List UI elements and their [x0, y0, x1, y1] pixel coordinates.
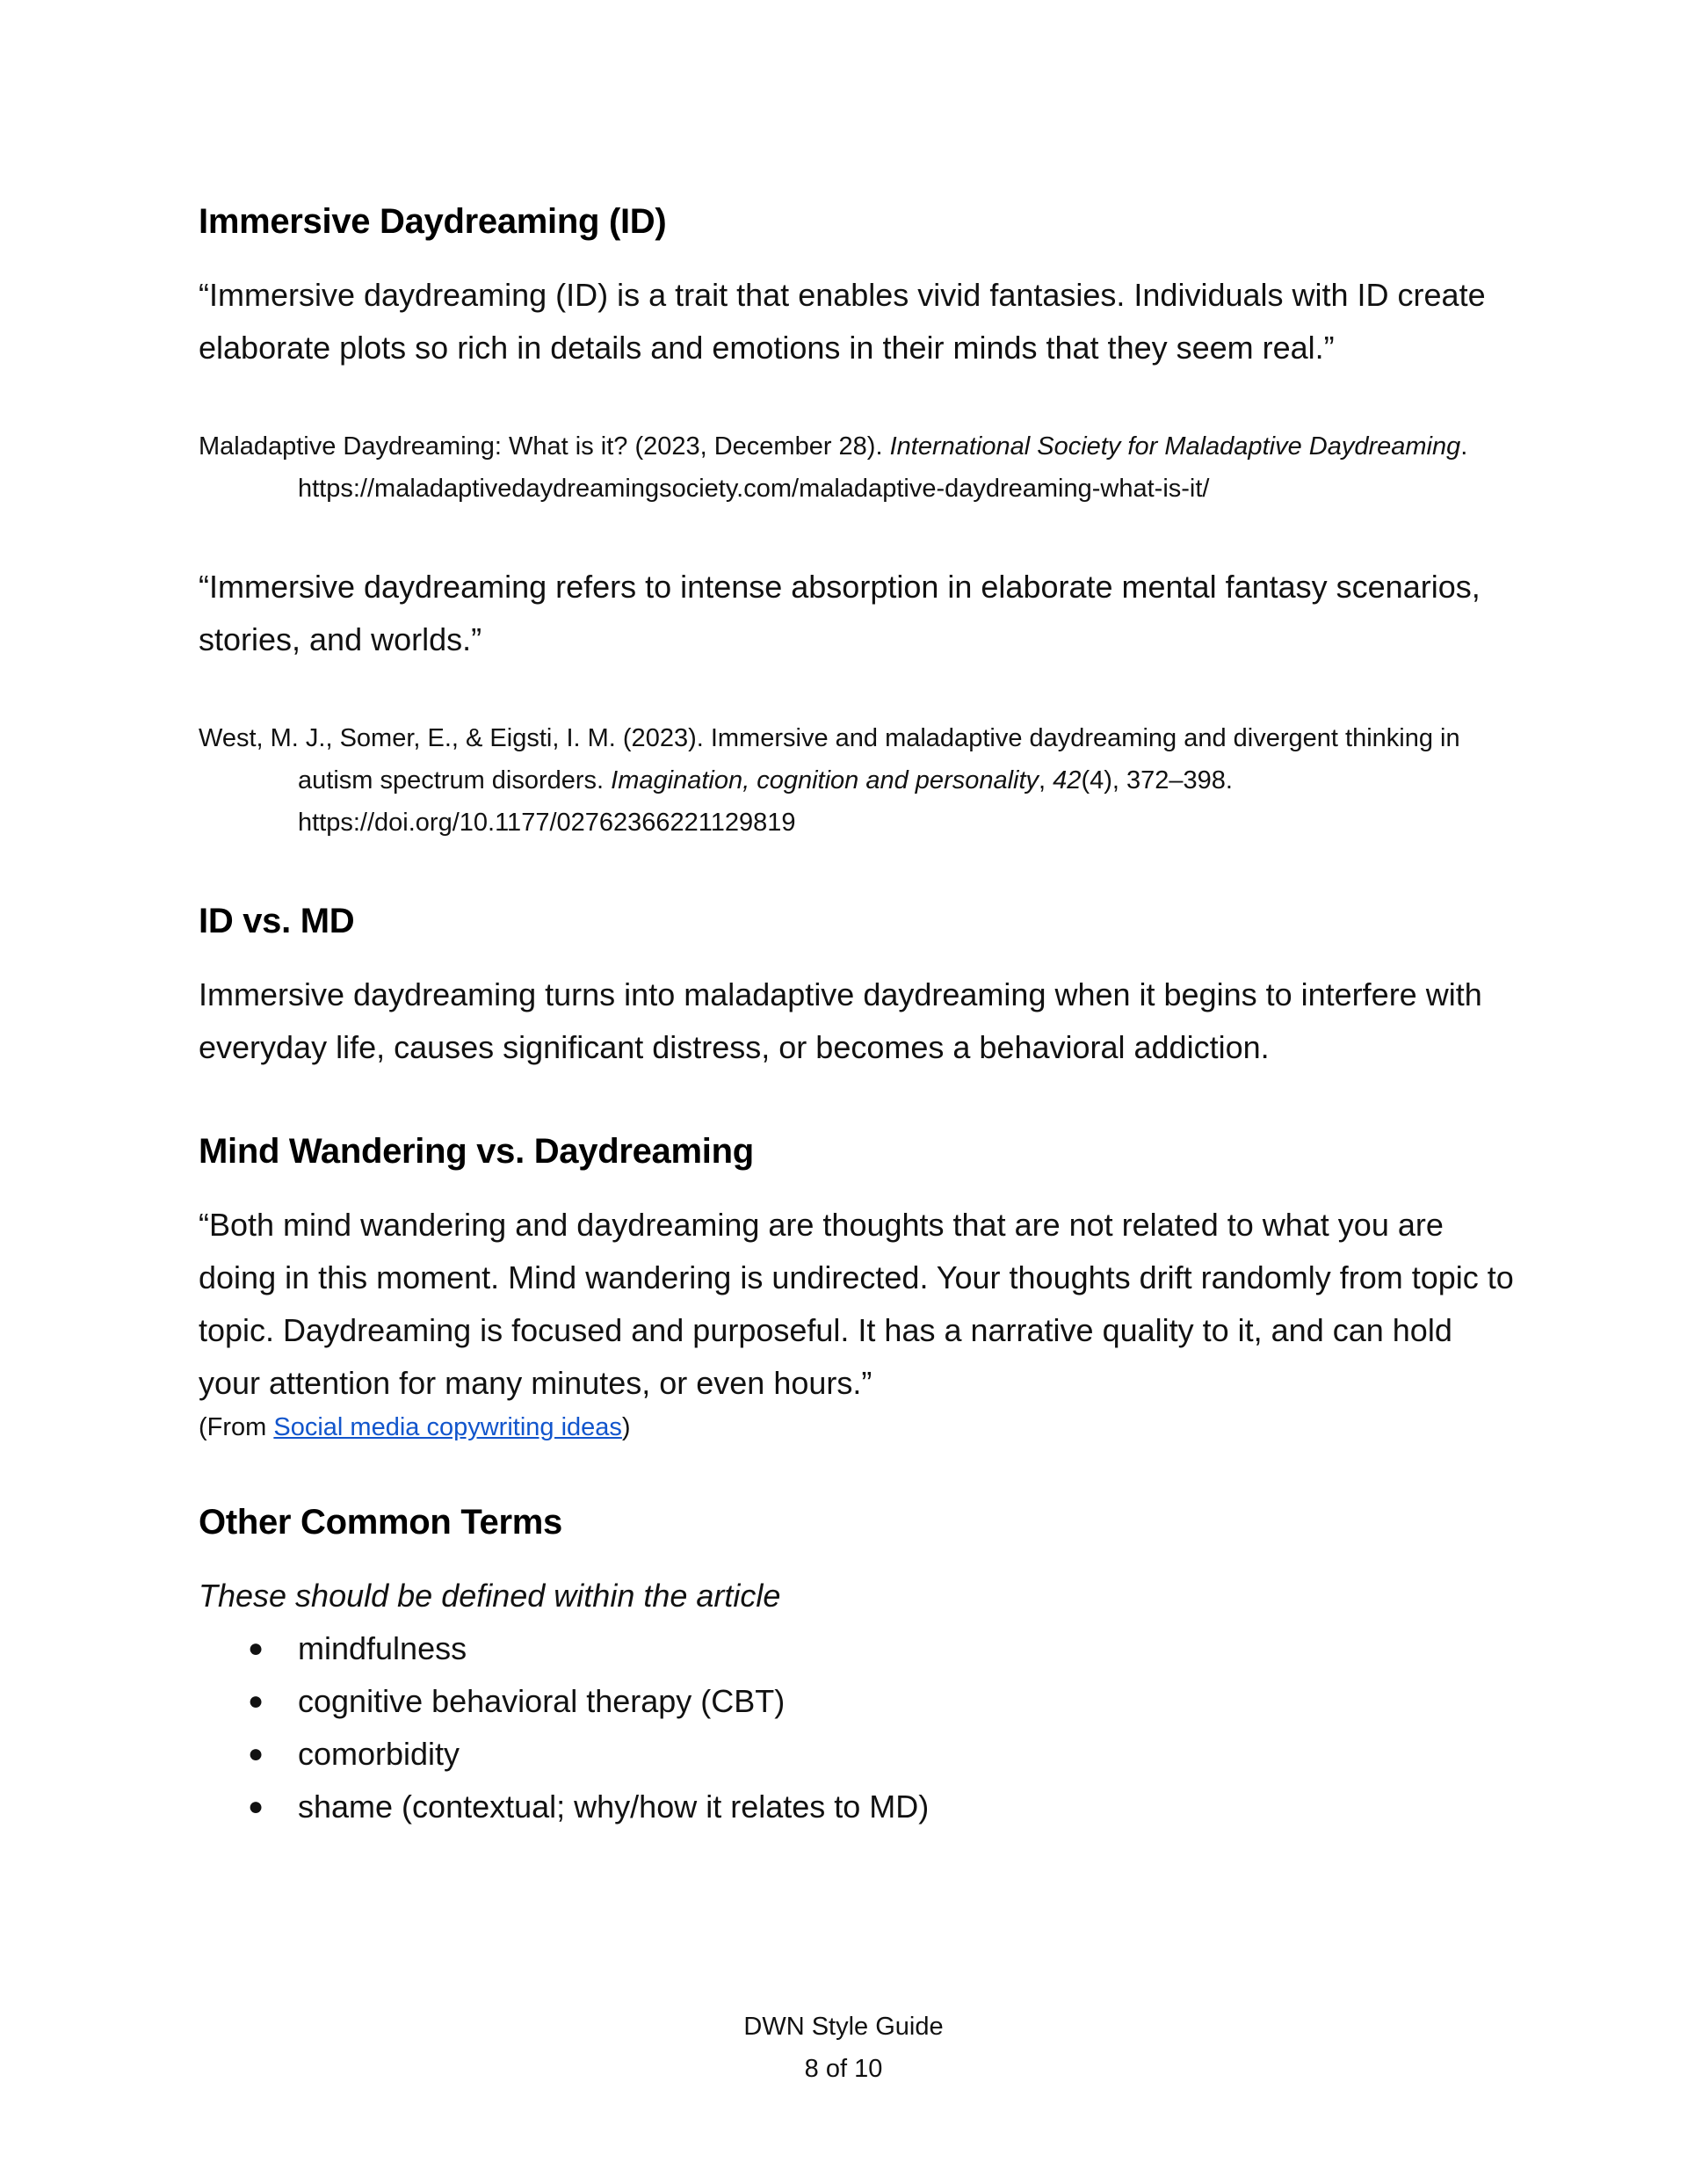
term-text: mindfulness — [298, 1630, 467, 1666]
section-heading-mind-wandering: Mind Wandering vs. Daydreaming — [199, 1132, 754, 1171]
page-content — [199, 199, 1517, 1833]
citation-1 — [199, 425, 1517, 510]
section-heading-other-terms: Other Common Terms — [199, 1503, 562, 1542]
bullet-icon: ● — [248, 1792, 264, 1821]
other-terms-intro: These should be defined within the article — [199, 1578, 781, 1614]
quote-immersive-daydreaming-1: “Immersive daydreaming (ID) is a trait that enables vivid fantasies. Individuals with ID create elaborate plots so rich in details and emotions in their minds that they seem real.” — [199, 277, 1486, 366]
list-item — [199, 1728, 1517, 1781]
citation-1-url: . https://maladaptivedaydreamingsociety.com/maladaptive-daydreaming-what-is-it/ — [298, 432, 1468, 503]
footer-title: DWN Style Guide — [743, 2013, 944, 2041]
source-suffix: ) — [621, 1413, 631, 1441]
footer-page-number: 8 of 10 — [804, 2055, 883, 2083]
mind-wandering-body: “Both mind wandering and daydreaming are thoughts that are not related to what you are doing in this moment. Mind wandering is undirected. Your thoughts drift randomly from topic to topic. Daydreaming is focused and purposeful. It has a narrative quality to it, and can hold your attention for many minutes, or even hours.” — [199, 1207, 1514, 1401]
bullet-icon: ● — [248, 1687, 264, 1716]
bullet-icon: ● — [248, 1739, 264, 1768]
source-prefix: (From — [199, 1413, 274, 1441]
citation-2-journal: Imagination, cognition and personality — [611, 766, 1039, 795]
citation-2 — [199, 717, 1517, 844]
list-item — [199, 1781, 1517, 1833]
citation-2-text: West, M. J., Somer, E., & Eigsti, I. M. (2023). Immersive and maladaptive daydreaming and divergent thinking in autism spectrum disorders. — [199, 724, 1460, 795]
mind-wandering-source — [199, 1410, 1517, 1445]
term-text: shame (contextual; why/how it relates to MD) — [298, 1789, 930, 1825]
section-heading-id-vs-md: ID vs. MD — [199, 902, 355, 940]
citation-1-text: Maladaptive Daydreaming: What is it? (2023, December 28). — [199, 432, 890, 461]
term-text: cognitive behavioral therapy (CBT) — [298, 1683, 786, 1719]
quote-immersive-daydreaming-2: “Immersive daydreaming refers to intense absorption in elaborate mental fantasy scenarios, stories, and worlds.” — [199, 569, 1481, 657]
citation-2-rest: (4), 372–398. https://doi.org/10.1177/02762366221129819 — [298, 766, 1233, 837]
citation-2-volume: 42 — [1053, 766, 1082, 795]
terms-list — [199, 1622, 1517, 1833]
citation-1-publisher: International Society for Maladaptive Daydreaming — [889, 432, 1461, 461]
list-item — [199, 1622, 1517, 1675]
citation-2-comma: , — [1039, 766, 1053, 795]
list-item — [199, 1675, 1517, 1728]
term-text: comorbidity — [298, 1736, 460, 1772]
bullet-icon: ● — [248, 1634, 264, 1663]
section-heading-immersive-daydreaming: Immersive Daydreaming (ID) — [199, 202, 667, 241]
page-footer — [0, 2006, 1687, 2090]
source-link[interactable]: Social media copywriting ideas — [273, 1413, 622, 1441]
id-vs-md-body: Immersive daydreaming turns into maladaptive daydreaming when it begins to interfere with everyday life, causes significant distress, or becomes a behavioral addiction. — [199, 976, 1482, 1065]
